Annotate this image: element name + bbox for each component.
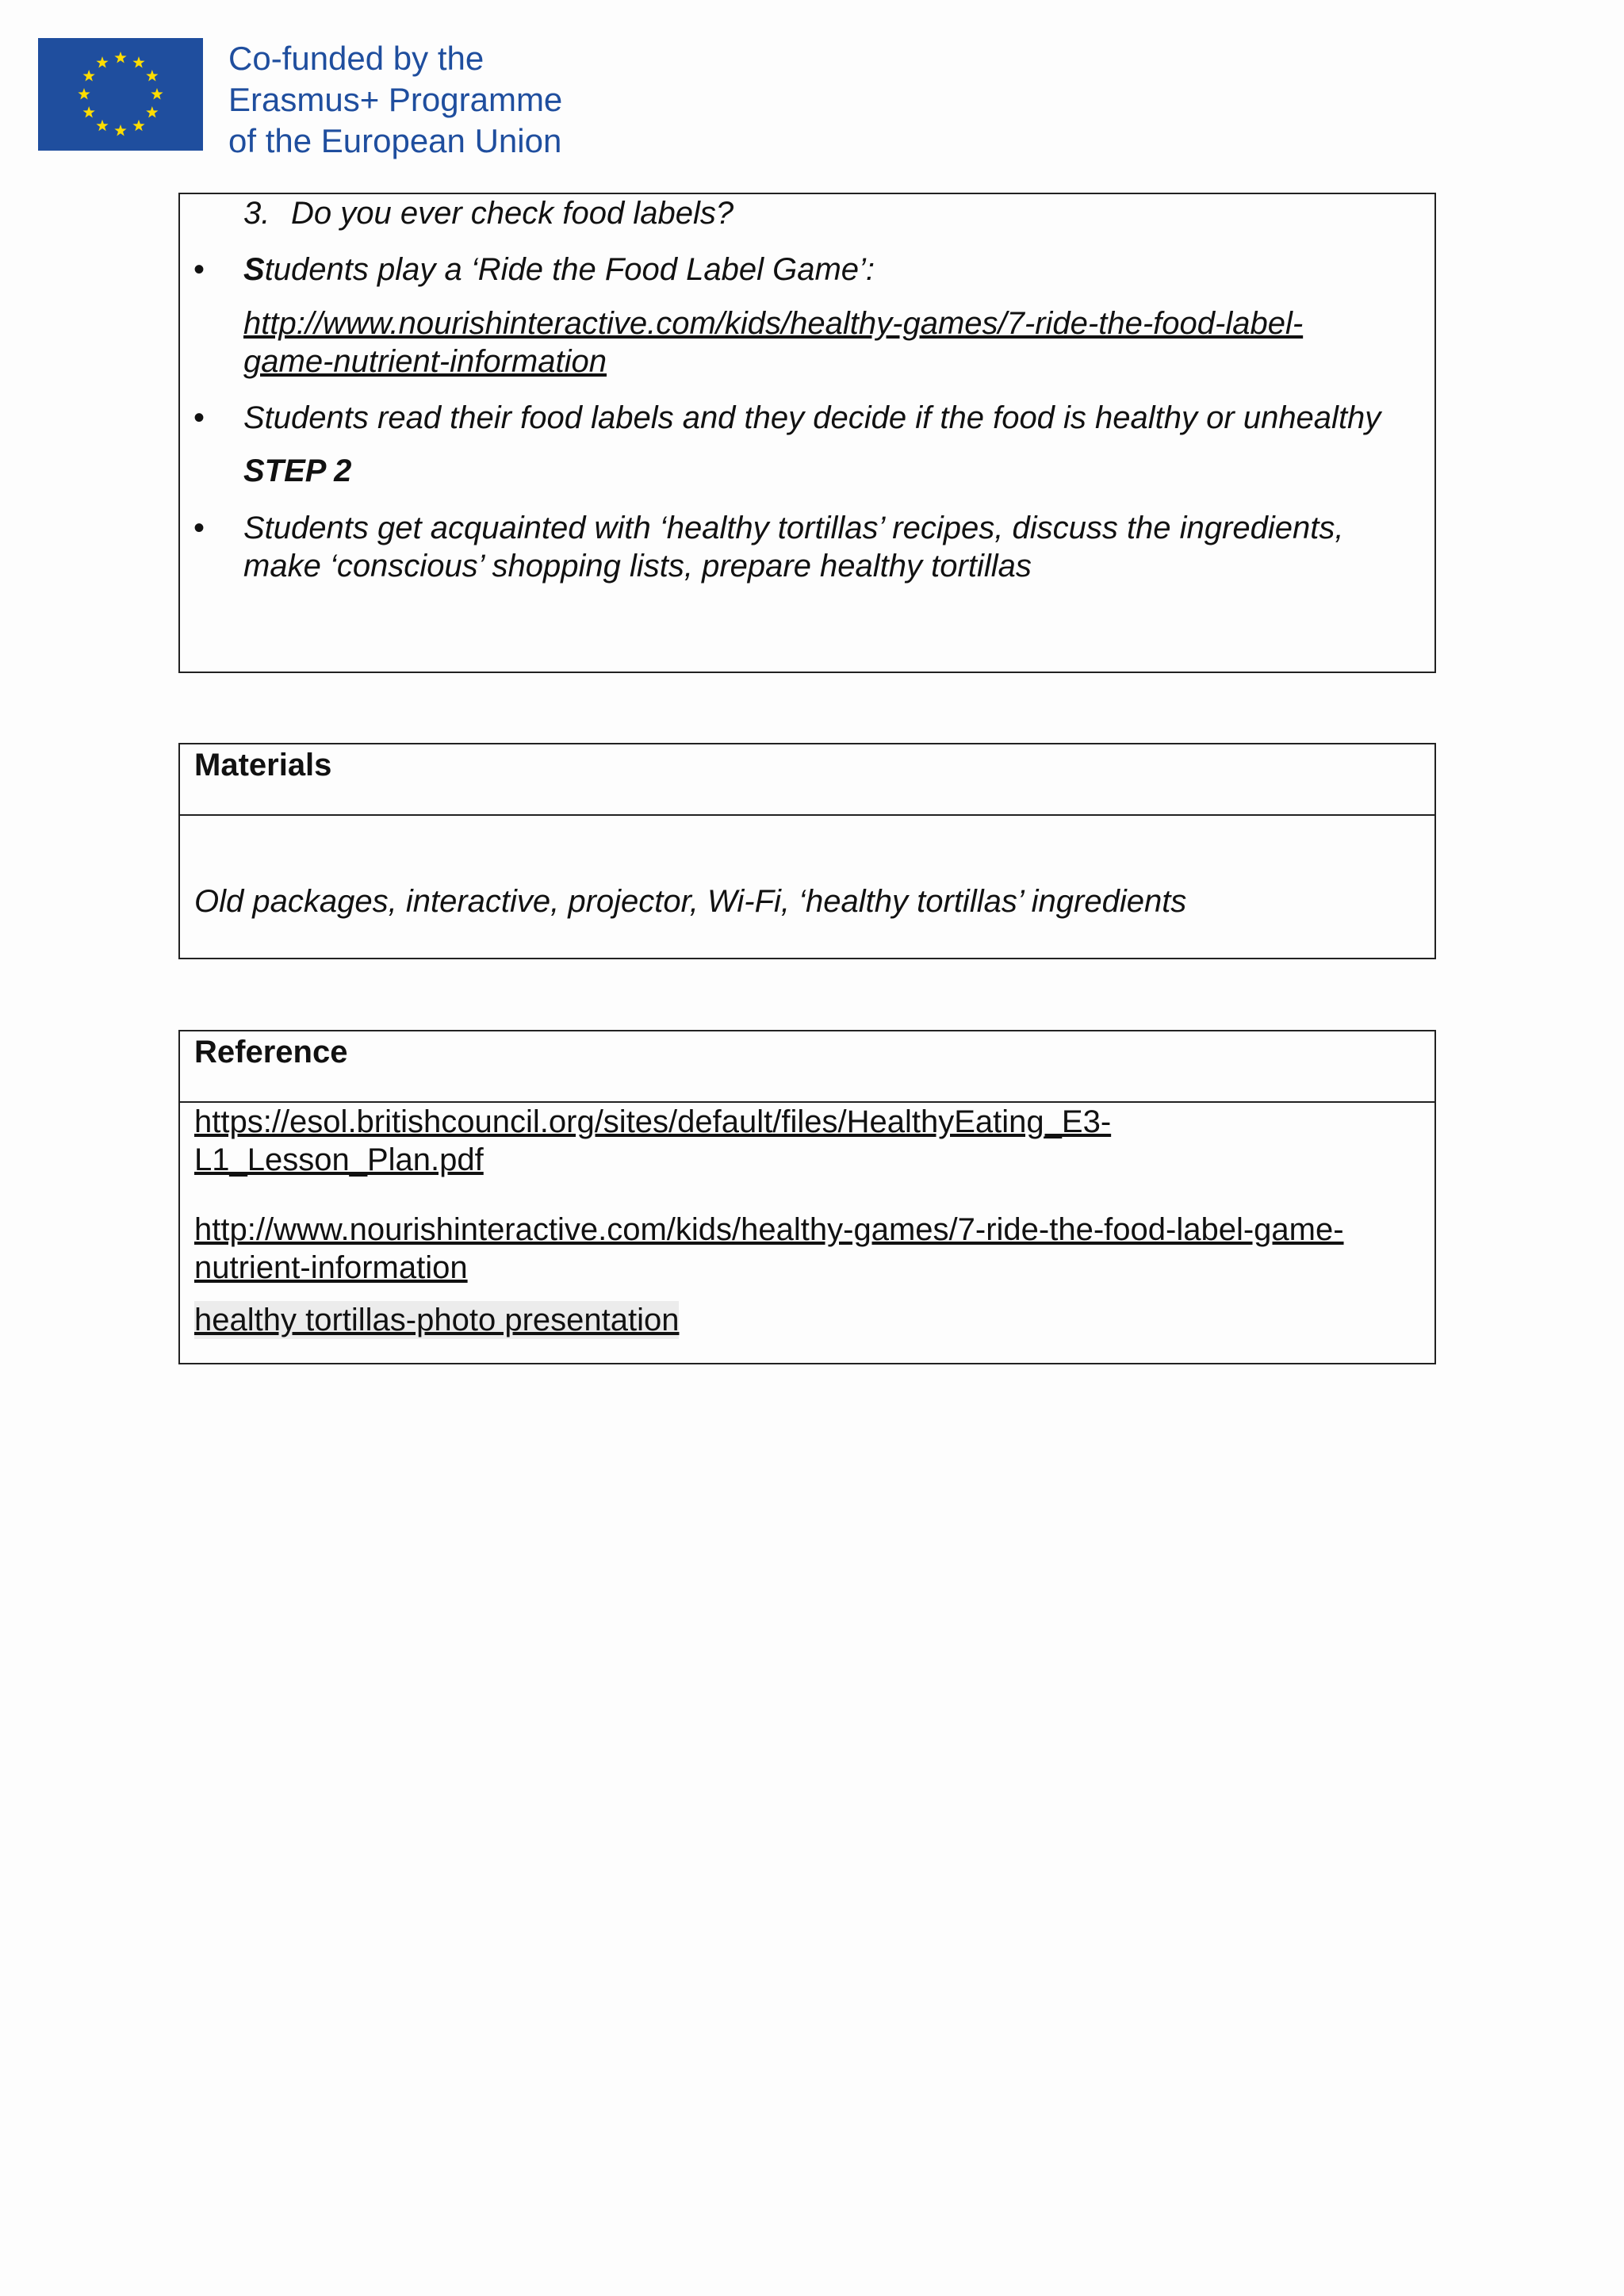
materials-box (178, 743, 1436, 959)
bullet-labels-text: Students read their food labels and they decide if the food is healthy or unhealthy (243, 400, 1381, 435)
cofunded-line-2: Erasmus+ Programme (228, 81, 563, 118)
eu-flag-icon (38, 38, 203, 151)
reference-box (178, 1030, 1436, 1364)
game-link-line-1: http://www.nourishinteractive.com/kids/healthy-games/7-ride-the-food-label- (243, 306, 1304, 341)
bullet-icon: • (193, 400, 205, 435)
activity-box (178, 193, 1436, 673)
bullet-icon: • (193, 511, 205, 545)
reference-link-esol[interactable] (194, 1103, 1420, 1179)
reference-link-esol-line-2: L1_Lesson_Plan.pdf (194, 1142, 484, 1177)
cofunded-line-1: Co-funded by the (228, 40, 485, 77)
reference-link-nourish-line-1: http://www.nourishinteractive.com/kids/healthy-games/7-ride-the-food-label-game- (194, 1212, 1344, 1247)
bullet-icon: • (193, 252, 205, 287)
materials-text: Old packages, interactive, projector, Wi-Fi, ‘healthy tortillas’ ingredients (194, 884, 1187, 919)
game-link-line-2: game-nutrient-information (243, 344, 607, 379)
step-2-label: STEP 2 (243, 453, 352, 488)
question-text: Do you ever check food labels? (291, 196, 734, 231)
bullet-game-text: tudents play a ‘Ride the Food Label Game’: (264, 252, 875, 287)
reference-heading: Reference (180, 1031, 1434, 1103)
game-link[interactable] (243, 306, 1303, 379)
question-number: 3. (243, 196, 270, 231)
bullet-tortillas-line-1: Students get acquainted with ‘healthy tortillas’ recipes, discuss the ingredients, (243, 511, 1344, 545)
reference-link-nourish[interactable] (194, 1211, 1420, 1287)
cofunded-text (228, 38, 704, 162)
reference-link-nourish-line-2: nutrient-information (194, 1250, 468, 1285)
bullet-tortillas-line-2: make ‘conscious’ shopping lists, prepare healthy tortillas (243, 549, 1032, 584)
materials-heading: Materials (180, 744, 1434, 816)
reference-link-esol-line-1: https://esol.britishcouncil.org/sites/default/files/HealthyEating_E3- (194, 1104, 1112, 1139)
reference-presentation-link[interactable]: healthy tortillas-photo presentation (194, 1303, 680, 1337)
cofunded-line-3: of the European Union (228, 122, 562, 159)
bullet-bold-letter: S (243, 252, 265, 287)
